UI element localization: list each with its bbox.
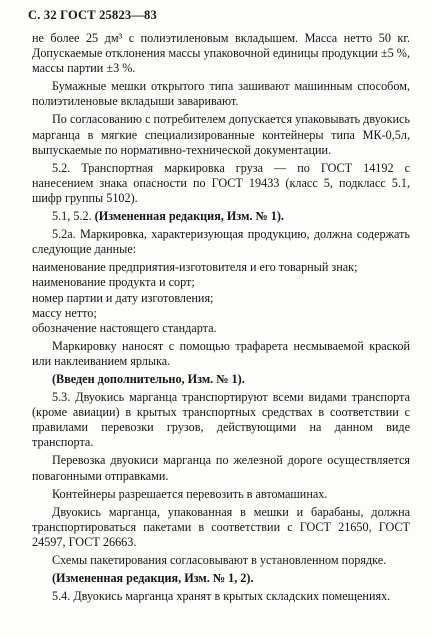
list-item: наименование предприятия-изготовителя и его товарный знак; <box>32 260 358 275</box>
paragraph-amendment-2: (Измененная редакция, Изм. № 1, 2). <box>52 571 254 586</box>
amendment-note: (Измененная редакция, Изм. № 1). <box>94 209 284 224</box>
list-item: массу нетто; <box>32 305 97 320</box>
page-header: С. 32 ГОСТ 25823—83 <box>28 8 157 22</box>
paragraph-5-2a: 5.2а. Маркировка, характеризующая продукцию, должна содержать следующие данные: <box>32 227 410 257</box>
paragraph-stencil: Маркировку наносят с помощью трафарета несмываемой краской или наклеиванием ярлыка. <box>32 338 410 368</box>
paragraph-5-4: 5.4. Двуокись марганца хранят в крытых складских помещениях. <box>52 589 391 604</box>
paragraph-railway: Перевозка двуокиси марганца по железной дороге осуществляется повагонными отправками. <box>32 453 410 483</box>
marking-list <box>32 260 410 335</box>
paragraph-5-3: 5.3. Двуокись марганца транспортируют всеми видами транспорта (кроме авиации) в крытых транспортных средствах в соответствии с правилами перевозки грузов, действующими на данном виде транспорта. <box>32 390 410 450</box>
paragraph-introduced-note: (Введен дополнительно, Изм. № 1). <box>52 371 245 386</box>
paragraph-packaging-mass: не более 25 дм³ с полиэтиленовым вкладышем. Масса нетто 50 кг. Допускаемые отклонения массы упаковочной единицы продукции ±5 %, массы партии ±3 %. <box>32 31 410 76</box>
paragraph-containers: По согласованию с потребителем допускается упаковывать двуокись марганца в мягкие специализированные контейнеры типа МК-0,5л, выпускаемые по нормативно-технической документации. <box>32 112 410 157</box>
document-body <box>32 31 410 607</box>
list-item: обозначение настоящего стандарта. <box>32 320 217 335</box>
paragraph-amendment-1 <box>32 209 410 224</box>
paragraph-schemes: Схемы пакетирования согласовывают в установленном порядке. <box>52 553 387 567</box>
paragraph-packets: Двуокись марганца, упакованная в мешки и барабаны, должна транспортироваться пакетами в соответствии с ГОСТ 21650, ГОСТ 24597, ГОСТ 26663. <box>32 504 410 549</box>
paragraph-5-2: 5.2. Транспортная маркировка груза — по ГОСТ 14192 с нанесением знака опасности по ГОСТ 19433 (класс 5, подкласс 5.1, шифр группы 5102). <box>32 160 410 205</box>
list-item: номер партии и дату изготовления; <box>32 290 214 305</box>
paragraph-trucks: Контейнеры разрешается перевозить в автомашинах. <box>52 486 328 501</box>
list-item: наименование продукта и сорт; <box>32 275 195 290</box>
amendment-ref: 5.1, 5.2. <box>52 209 92 224</box>
paragraph-paper-bags: Бумажные мешки открытого типа зашивают машинным способом, полиэтиленовые вкладыши заваривают. <box>32 79 410 109</box>
